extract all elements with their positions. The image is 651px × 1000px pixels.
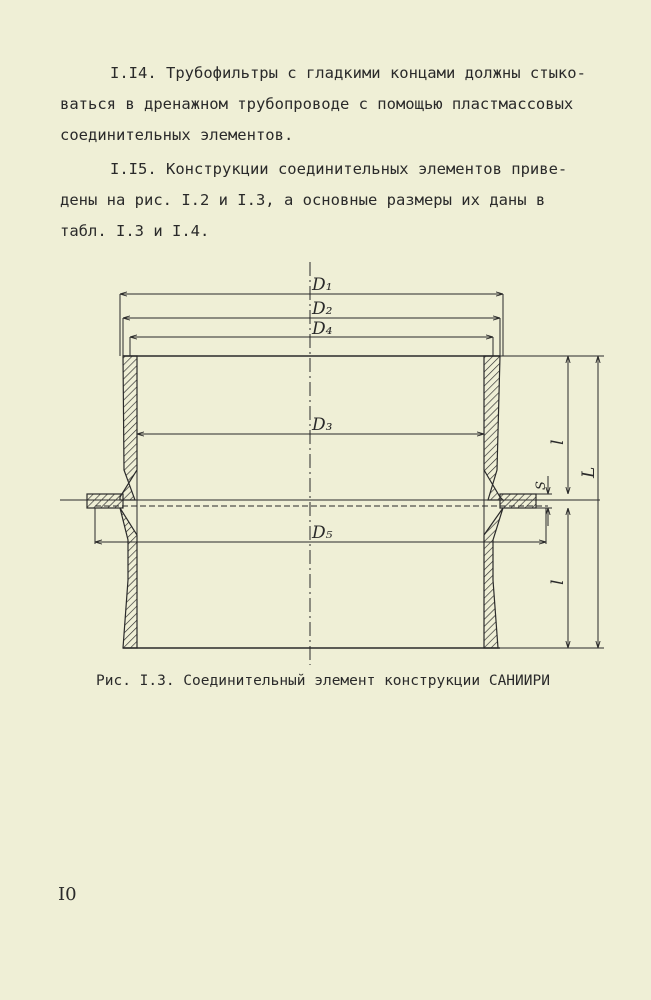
- wall-left-lower: [120, 508, 137, 648]
- text-line: ваться в дренажном трубопроводе с помощью пластмассовых: [60, 95, 574, 113]
- label-d4: D₄: [312, 319, 333, 339]
- text-line: соединительных элементов.: [60, 126, 294, 144]
- paragraph-1-15: [60, 154, 620, 247]
- text-line: I.I4. Трубофильтры с гладкими концами должны стыко-: [110, 64, 586, 82]
- label-l-top: l: [548, 439, 568, 445]
- label-l-total: L: [579, 466, 599, 478]
- label-d5: D₅: [312, 523, 333, 543]
- flange-left: [87, 494, 123, 508]
- text-line: I.I5. Конструкции соединительных элементов приве-: [110, 160, 568, 178]
- paragraph-1-14: [60, 58, 620, 151]
- connector-drawing: [0, 255, 651, 665]
- label-d1: D₁: [312, 275, 333, 295]
- figure-caption: Рис. I.3. Соединительный элемент конструкции САНИИРИ: [96, 673, 550, 689]
- label-d2: D₂: [312, 299, 333, 319]
- wall-left-upper: [120, 356, 137, 500]
- flange-right: [500, 494, 536, 508]
- label-l-bottom: l: [548, 579, 568, 585]
- page-number: I0: [58, 884, 77, 905]
- label-d3: D₃: [312, 415, 333, 435]
- text-line: дены на рис. I.2 и I.3, а основные размеры их даны в: [60, 191, 546, 209]
- wall-right-upper: [484, 356, 503, 500]
- text-line: табл. I.3 и I.4.: [60, 222, 210, 240]
- wall-right-lower: [484, 508, 503, 648]
- label-s: S: [534, 481, 549, 490]
